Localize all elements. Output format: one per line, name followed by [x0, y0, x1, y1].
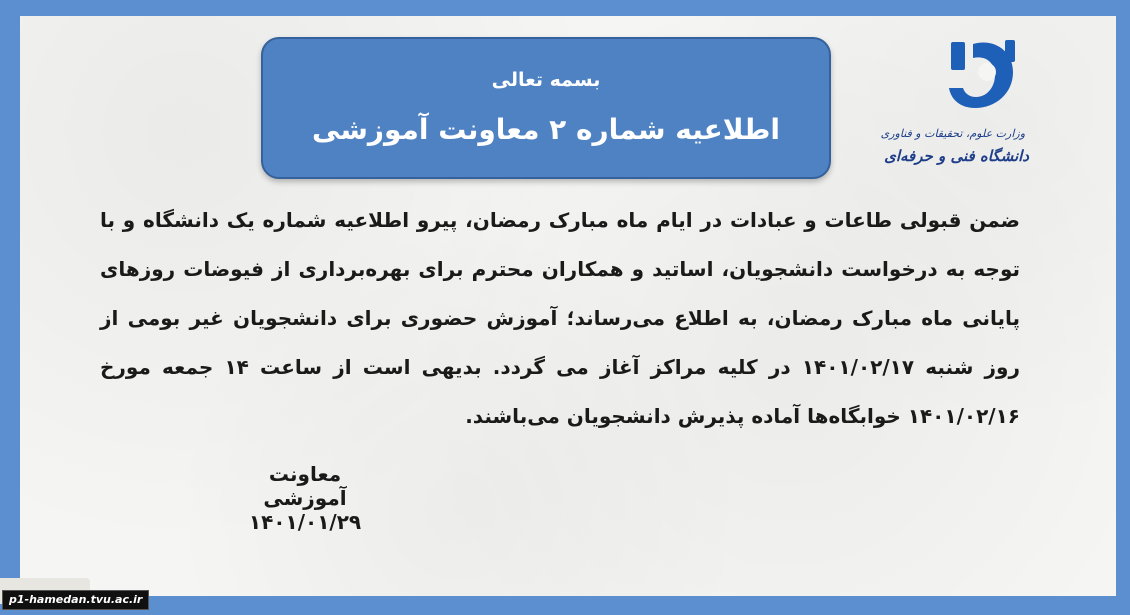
- signature-date: ۱۴۰۱/۰۱/۲۹: [248, 510, 362, 534]
- title-box: [261, 37, 831, 179]
- announcement-body: ضمن قبولی طاعات و عبادات در ایام ماه مبارک رمضان، پیرو اطلاعیه شماره یک دانشگاه و با توجه به درخواست دانشجویان، اساتید و همکاران محترم برای بهره‌برداری از فیوضات روزهای پایانی ماه مبارک رمضان، به اطلاع می‌رساند؛ آموزش حضوری برای دانشجویان غیر بومی از روز شنبه ۱۴۰۱/۰۲/۱۷ در کلیه مراکز آغاز می گردد. بدیهی است از ساعت ۱۴ جمعه مورخ ۱۴۰۱/۰۲/۱۶ خوابگاه‌ها آماده پذیرش دانشجویان می‌باشند.: [100, 208, 1021, 428]
- bismillah-text: بسمه تعالی: [491, 69, 601, 91]
- source-url-badge[interactable]: p1-hamedan.tvu.ac.ir: [2, 590, 149, 610]
- university-logo: [880, 34, 1035, 174]
- ministry-name: وزارت علوم، تحقیقات و فناوری: [880, 127, 1025, 140]
- logo-emblem-icon: [925, 34, 1035, 124]
- university-name: دانشگاه فنی و حرفه‌ای: [884, 147, 1029, 165]
- signature-title: معاونت آموزشی: [263, 462, 347, 510]
- announcement-title: اطلاعیه شماره ۲ معاونت آموزشی: [311, 113, 780, 146]
